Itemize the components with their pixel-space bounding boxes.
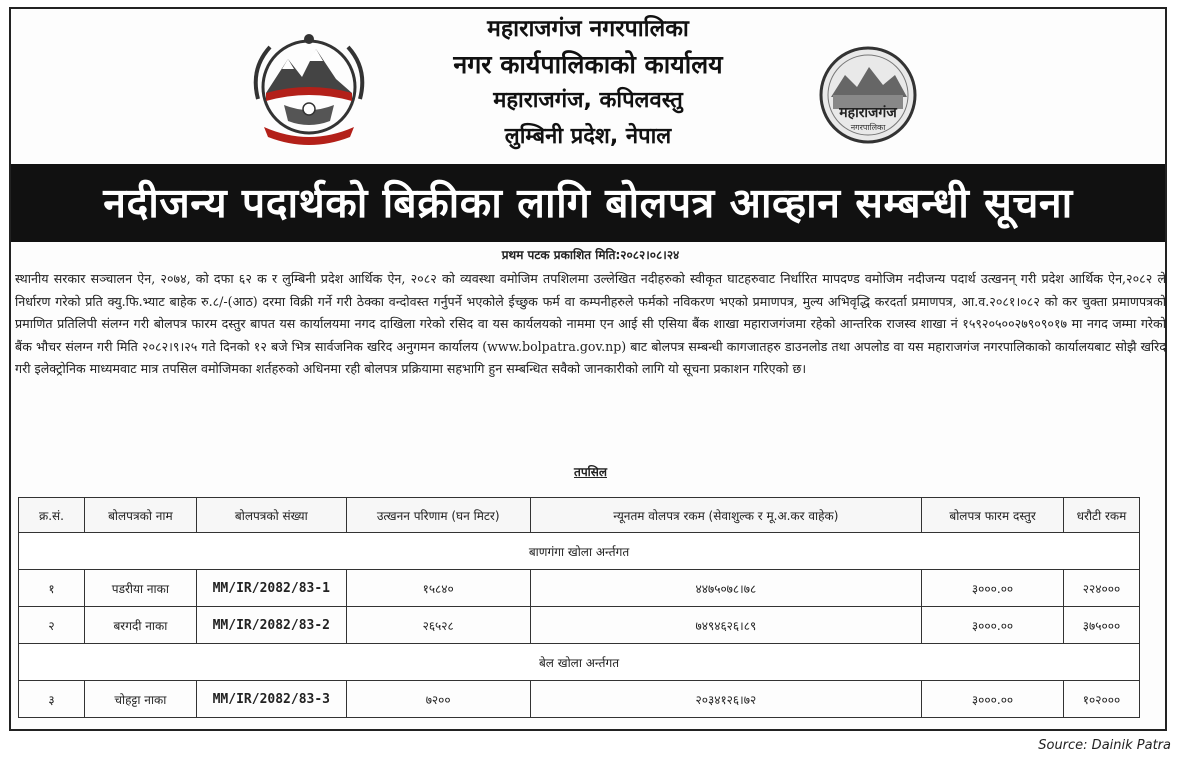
deposit-amount: ३७५००० — [1063, 607, 1139, 644]
excavation-quantity: २६५२८ — [346, 607, 530, 644]
table-row — [19, 681, 1140, 718]
row-serial: ३ — [19, 681, 85, 718]
notice-header — [11, 9, 1165, 164]
table-group-row — [19, 644, 1140, 681]
bid-number: MM/IR/2082/83-1 — [196, 570, 346, 607]
column-header: बोलपत्रको संख्या — [196, 498, 346, 533]
details-heading: तपसिल — [573, 465, 607, 479]
bid-number: MM/IR/2082/83-2 — [196, 607, 346, 644]
minimum-bid-amount: ४४७५०७८।७८ — [530, 570, 922, 607]
form-fee: ३०००.०० — [922, 681, 1064, 718]
bid-name: पडरीया नाका — [84, 570, 196, 607]
bid-name: बरगदी नाका — [84, 607, 196, 644]
column-header: धरौटी रकम — [1063, 498, 1139, 533]
form-fee: ३०००.०० — [922, 570, 1064, 607]
municipality-logo-icon — [809, 45, 927, 145]
minimum-bid-amount: २०३४१२६।७२ — [530, 681, 922, 718]
table-row — [19, 607, 1140, 644]
group-label: बेल खोला अर्न्तगत — [19, 644, 1140, 681]
notice-title-banner: नदीजन्य पदार्थको बिक्रीका लागि बोलपत्र आव्हान सम्बन्धी सूचना — [11, 164, 1165, 242]
minimum-bid-amount: ७४९४६२६।८९ — [530, 607, 922, 644]
notice-body: स्थानीय सरकार सञ्चालन ऐन, २०७४, को दफा ६२ क र लुम्बिनी प्रदेश आर्थिक ऐन, २०८२ को व्यवस्था वमोजिम तपशिलमा उल्लेखित नदीहरुको स्वीकृत घाटहरुवाट निर्धारित मापदण्ड वमोजिम नदीजन्य पदार्थ उत्खनन् गरी प्रदेश आर्थिक ऐन,२०८२ ले निर्धारण गरेको प्रति क्यु.फि.भ्याट बाहेक रु.८/-(आठ) दरमा विक्री गर्ने गरी ठेक्का वन्दोवस्त गर्नुपर्ने भएकोले ईच्छुक फर्म वा कम्पनीहरुले फर्मको नविकरण भएको प्रमाणपत्र, मुल्य अभिवृद्धि करदर्ता प्रमाणपत्र, आ.व.२०८१।०८२ को कर चुक्ता प्रमाणपत्रको प्रमाणित प्रतिलिपी संलग्न गरी बोलपत्र फारम दस्तुर बापत यस कार्यालयमा नगद दाखिला गरेको रसिद वा यस कार्यलयको नाममा एन आई सी एसिया बैंक शाखा महाराजगंजमा रहेको आन्तरिक राजस्व शाखा नं १५९२०५००२७९०९०१७ मा नगद जम्मा गरेको बैंक भौचर संलग्न गरी मिति २०८२।९।२५ गते दिनको १२ बजे भित्र सार्वजनिक खरिद अनुगमन कार्यालय (www.bolpatra.gov.np) बाट बोलपत्र सम्बन्धी कागजातहरु डाउनलोड तथा अपलोड वा यस महाराजगंज नगरपालिकाको कार्यालयबाट सोझै खरिद गरी इलेक्ट्रोनिक माध्यमवाट मात्र तपसिल वमोजिमका शर्तहरुको अधिनमा रही बोलपत्र प्रक्रियामा सहभागि हुन सम्बन्धित सवैको जानकारीको लागि यो सूचना प्रकाशन गरिएको छ। — [15, 271, 1166, 376]
row-serial: १ — [19, 570, 85, 607]
column-header: उत्खनन परिणाम (घन मिटर) — [346, 498, 530, 533]
form-fee: ३०००.०० — [922, 607, 1064, 644]
deposit-amount: १०२००० — [1063, 681, 1139, 718]
bid-number: MM/IR/2082/83-3 — [196, 681, 346, 718]
office-name: नगर कार्यपालिकाको कार्यालय — [453, 50, 723, 79]
excavation-quantity: ७२०० — [346, 681, 530, 718]
bid-name: चोहट्टा नाका — [84, 681, 196, 718]
row-serial: २ — [19, 607, 85, 644]
table-group-row — [19, 533, 1140, 570]
excavation-quantity: १५८४० — [346, 570, 530, 607]
office-location: महाराजगंज, कपिलवस्तु — [493, 88, 683, 113]
logo-text: महाराजगंज — [839, 105, 897, 121]
column-header: बोलपत्रको नाम — [84, 498, 196, 533]
deposit-amount: २२४००० — [1063, 570, 1139, 607]
group-label: बाणगंगा खोला अर्न्तगत — [19, 533, 1140, 570]
bid-table — [18, 497, 1140, 718]
province-name: लुम्बिनी प्रदेश, नेपाल — [504, 124, 672, 149]
municipality-name: महाराजगंज नगरपालिका — [487, 16, 689, 42]
publication-date: प्रथम पटक प्रकाशित मिति:२०८२।०८।२४ — [501, 248, 680, 262]
column-header: क्र.सं. — [19, 498, 85, 533]
table-row — [19, 570, 1140, 607]
office-title-block — [11, 11, 1165, 155]
logo-subtext: नगरपालिका — [850, 123, 886, 132]
column-header: बोलपत्र फारम दस्तुर — [922, 498, 1064, 533]
source-credit: Source: Dainik Patra — [1038, 738, 1171, 753]
column-header: न्यूनतम वोलपत्र रकम (सेवाशुल्क र मू.अ.कर वाहेक) — [530, 498, 922, 533]
table-header-row — [19, 498, 1140, 533]
